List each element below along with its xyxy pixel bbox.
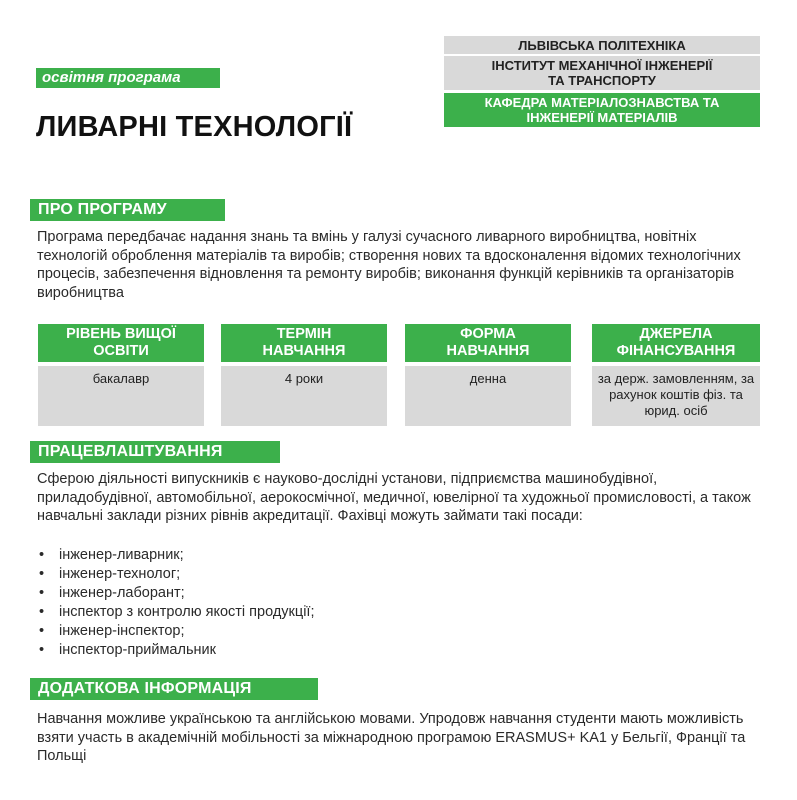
- list-item: [37, 622, 314, 641]
- study-duration-header: [221, 324, 387, 362]
- position-label: інспектор з контролю якості продукції;: [59, 604, 315, 620]
- bullet-icon: •: [39, 623, 45, 639]
- department-name-text: КАФЕДРА МАТЕРІАЛОЗНАВСТВА ТА ІНЖЕНЕРІЇ МАТЕРІАЛІВ: [484, 95, 720, 125]
- bullet-icon: •: [39, 547, 45, 563]
- list-item: [37, 603, 314, 622]
- about-text: Програма передбачає надання знань та вмінь у галузі сучасного ливарного виробництва, новітніх технологій оброблення матеріалів та виробів; створення нових та вдосконалення відомих технологічних процесів, забезпечення відновлення та ремонту виробів; виконання функцій керівників та організаторів виробництва: [37, 229, 741, 301]
- list-item: [37, 546, 314, 565]
- funding-source-value: за держ. замовленням, за рахунок коштів фіз. та юрид. осіб: [592, 366, 760, 426]
- additional-info-heading: ДОДАТКОВА ІНФОРМАЦІЯ: [30, 678, 318, 700]
- bullet-icon: •: [39, 604, 45, 620]
- study-form-header-text: ФОРМА НАВЧАННЯ: [446, 326, 530, 359]
- study-form-value: денна: [405, 366, 571, 426]
- study-form-header: [405, 324, 571, 362]
- list-item: [37, 641, 314, 660]
- position-label: інженер-ливарник;: [59, 547, 184, 563]
- position-label: інспектор-приймальник: [59, 642, 216, 658]
- list-item: [37, 584, 314, 603]
- bullet-icon: •: [39, 585, 45, 601]
- positions-list: [37, 546, 314, 660]
- education-level-header: [38, 324, 204, 362]
- additional-info-text: Навчання можливе українською та англійською мовами. Упродовж навчання студенти мають можливість взяти участь в академічній мобільності за міжнародною програмою ERASMUS+ KA1 у Бельгії, Франції та Польщі: [37, 711, 746, 764]
- education-level-value: бакалавр: [38, 366, 204, 426]
- institute-name-text: ІНСТИТУТ МЕХАНІЧНОЇ ІНЖЕНЕРІЇ ТА ТРАНСПОРТУ: [491, 58, 713, 88]
- bullet-icon: •: [39, 642, 45, 658]
- list-item: [37, 565, 314, 584]
- institute-name: [444, 56, 760, 90]
- education-level-header-text: РІВЕНЬ ВИЩОЇ ОСВІТИ: [66, 326, 176, 359]
- bullet-icon: •: [39, 566, 45, 582]
- position-label: інженер-лаборант;: [59, 585, 185, 601]
- department-name: [444, 93, 760, 127]
- study-duration-header-text: ТЕРМІН НАВЧАННЯ: [262, 326, 346, 359]
- funding-source-header-text: ДЖЕРЕЛА ФІНАНСУВАННЯ: [616, 326, 736, 359]
- employment-text: Сферою діяльності випускників є науково-дослідні установи, підприємства машинобудівної, приладобудівної, автомобільної, аерокосмічної, медичної, ювелірної та художньої промисловості, а також навчальні заклади різних рівнів акредитації. Фахівці можуть займати такі посади:: [37, 471, 751, 524]
- university-name: ЛЬВІВСЬКА ПОЛІТЕХНІКА: [444, 36, 760, 54]
- position-label: інженер-інспектор;: [59, 623, 185, 639]
- page-title: ЛИВАРНІ ТЕХНОЛОГІЇ: [36, 111, 353, 143]
- employment-heading: ПРАЦЕВЛАШТУВАННЯ: [30, 441, 280, 463]
- program-type-tag: освітня програма: [36, 68, 220, 88]
- about-heading: ПРО ПРОГРАМУ: [30, 199, 225, 221]
- position-label: інженер-технолог;: [59, 566, 181, 582]
- study-duration-value: 4 роки: [221, 366, 387, 426]
- funding-source-header: [592, 324, 760, 362]
